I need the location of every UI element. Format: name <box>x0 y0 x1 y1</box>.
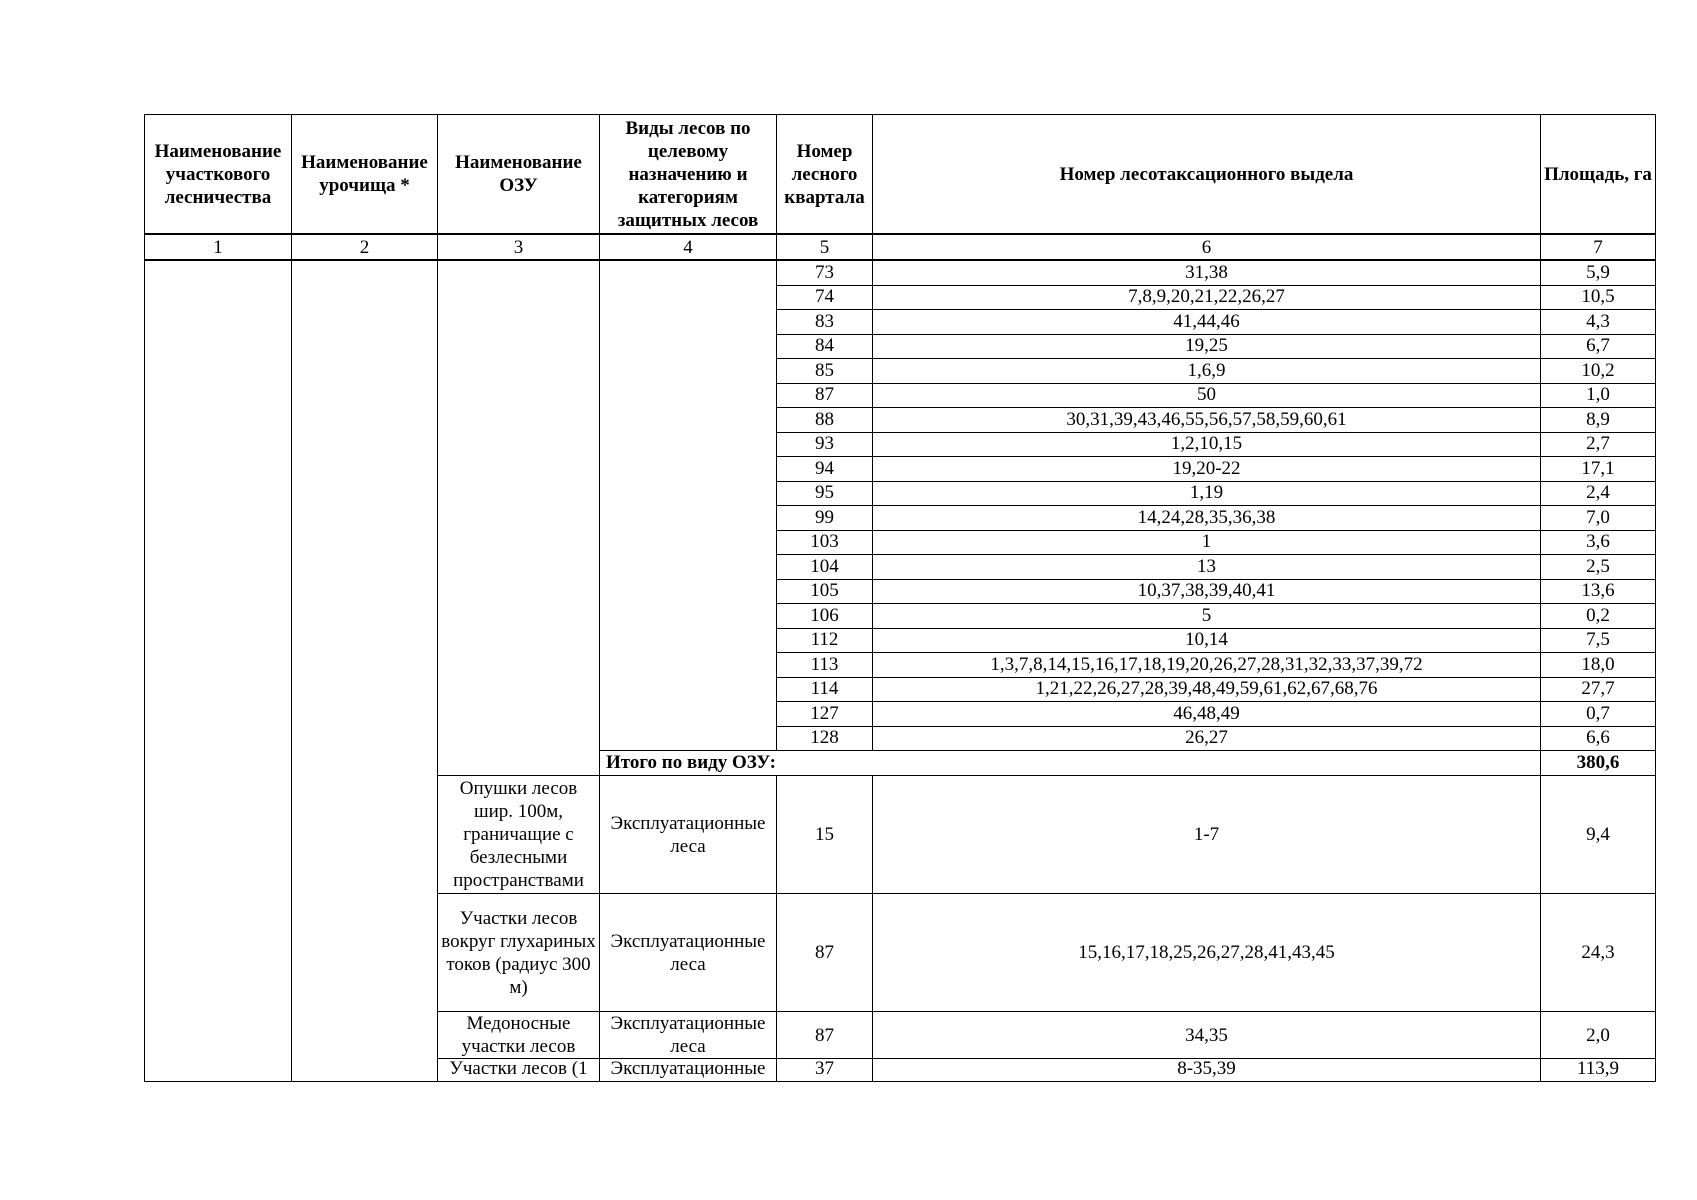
quarter-cell: 88 <box>777 408 873 433</box>
ozu-cell <box>438 260 600 776</box>
plots-cell: 8-35,39 <box>873 1059 1541 1082</box>
column-number: 1 <box>145 234 292 260</box>
area-cell: 17,1 <box>1541 457 1656 482</box>
plots-cell: 14,24,28,35,36,38 <box>873 506 1541 531</box>
quarter-cell: 87 <box>777 383 873 408</box>
column-number: 5 <box>777 234 873 260</box>
quarter-cell: 85 <box>777 359 873 384</box>
area-cell: 10,5 <box>1541 285 1656 310</box>
plots-cell: 41,44,46 <box>873 310 1541 335</box>
area-cell: 0,7 <box>1541 702 1656 727</box>
area-cell: 7,0 <box>1541 506 1656 531</box>
area-cell: 113,9 <box>1541 1059 1656 1082</box>
quarter-cell: 73 <box>777 260 873 285</box>
quarter-cell: 95 <box>777 481 873 506</box>
forest-type-cell <box>600 260 777 751</box>
header-quarter: Номер лесного квартала <box>777 115 873 235</box>
area-cell: 18,0 <box>1541 653 1656 678</box>
forest-type-cell: Эксплуатационные леса <box>600 776 777 894</box>
area-cell: 8,9 <box>1541 408 1656 433</box>
plots-cell: 26,27 <box>873 726 1541 751</box>
area-cell: 3,6 <box>1541 530 1656 555</box>
area-cell: 5,9 <box>1541 260 1656 285</box>
header-plots: Номер лесотаксационного выдела <box>873 115 1541 235</box>
area-cell: 2,7 <box>1541 432 1656 457</box>
area-cell: 6,6 <box>1541 726 1656 751</box>
area-cell: 2,4 <box>1541 481 1656 506</box>
plots-cell: 15,16,17,18,25,26,27,28,41,43,45 <box>873 894 1541 1012</box>
quarter-cell: 127 <box>777 702 873 727</box>
plots-cell: 10,14 <box>873 628 1541 653</box>
document-sheet <box>144 114 1655 1085</box>
area-cell: 13,6 <box>1541 579 1656 604</box>
plots-cell: 30,31,39,43,46,55,56,57,58,59,60,61 <box>873 408 1541 433</box>
plots-cell: 7,8,9,20,21,22,26,27 <box>873 285 1541 310</box>
area-cell: 9,4 <box>1541 776 1656 894</box>
ozu-cell: Медоносные участки лесов <box>438 1012 600 1059</box>
area-cell: 27,7 <box>1541 677 1656 702</box>
area-cell: 4,3 <box>1541 310 1656 335</box>
area-cell: 1,0 <box>1541 383 1656 408</box>
plots-cell: 1 <box>873 530 1541 555</box>
quarter-cell: 104 <box>777 555 873 580</box>
column-number: 6 <box>873 234 1541 260</box>
total-area: 380,6 <box>1541 751 1656 776</box>
total-label: Итого по виду ОЗУ: <box>600 751 1541 776</box>
quarter-cell: 93 <box>777 432 873 457</box>
area-cell: 10,2 <box>1541 359 1656 384</box>
quarter-cell: 87 <box>777 1012 873 1059</box>
quarter-cell: 84 <box>777 334 873 359</box>
plots-cell: 19,20-22 <box>873 457 1541 482</box>
area-cell: 7,5 <box>1541 628 1656 653</box>
forest-type-cell: Эксплуатационные леса <box>600 1012 777 1059</box>
header-forestry: Наименование участкового лесничества <box>145 115 292 235</box>
plots-cell: 19,25 <box>873 334 1541 359</box>
forest-type-cell: Эксплуатационные <box>600 1059 777 1082</box>
quarter-cell: 37 <box>777 1059 873 1082</box>
plots-cell: 31,38 <box>873 260 1541 285</box>
plots-cell: 1-7 <box>873 776 1541 894</box>
plots-cell: 34,35 <box>873 1012 1541 1059</box>
plots-cell: 1,6,9 <box>873 359 1541 384</box>
quarter-cell: 74 <box>777 285 873 310</box>
area-cell: 0,2 <box>1541 604 1656 629</box>
plots-cell: 1,21,22,26,27,28,39,48,49,59,61,62,67,68,76 <box>873 677 1541 702</box>
quarter-cell: 15 <box>777 776 873 894</box>
column-number: 7 <box>1541 234 1656 260</box>
area-cell: 6,7 <box>1541 334 1656 359</box>
area-cell: 24,3 <box>1541 894 1656 1012</box>
table-row <box>145 260 1656 285</box>
plots-cell: 1,2,10,15 <box>873 432 1541 457</box>
table-body <box>145 260 1656 1082</box>
column-number: 3 <box>438 234 600 260</box>
quarter-cell: 103 <box>777 530 873 555</box>
plots-cell: 10,37,38,39,40,41 <box>873 579 1541 604</box>
quarter-cell: 83 <box>777 310 873 335</box>
quarter-cell: 128 <box>777 726 873 751</box>
plots-cell: 1,3,7,8,14,15,16,17,18,19,20,26,27,28,31,32,33,37,39,72 <box>873 653 1541 678</box>
quarter-cell: 112 <box>777 628 873 653</box>
area-cell: 2,0 <box>1541 1012 1656 1059</box>
plots-cell: 5 <box>873 604 1541 629</box>
plots-cell: 1,19 <box>873 481 1541 506</box>
ozu-cell: Участки лесов вокруг глухариных токов (радиус 300 м) <box>438 894 600 1012</box>
quarter-cell: 87 <box>777 894 873 1012</box>
column-number: 2 <box>292 234 438 260</box>
tract-cell <box>292 260 438 1082</box>
area-cell: 2,5 <box>1541 555 1656 580</box>
header-area: Площадь, га <box>1541 115 1656 235</box>
quarter-cell: 106 <box>777 604 873 629</box>
quarter-cell: 114 <box>777 677 873 702</box>
column-number: 4 <box>600 234 777 260</box>
header-row <box>145 115 1656 235</box>
plots-cell: 46,48,49 <box>873 702 1541 727</box>
ozu-cell: Опушки лесов шир. 100м, граничащие с безлесными пространствами <box>438 776 600 894</box>
plots-cell: 13 <box>873 555 1541 580</box>
forestry-cell <box>145 260 292 1082</box>
ozu-cell: Участки лесов (1 <box>438 1059 600 1082</box>
header-forest-type: Виды лесов по целевому назначению и категориям защитных лесов <box>600 115 777 235</box>
forest-type-cell: Эксплуатационные леса <box>600 894 777 1012</box>
plots-cell: 50 <box>873 383 1541 408</box>
quarter-cell: 105 <box>777 579 873 604</box>
quarter-cell: 99 <box>777 506 873 531</box>
quarter-cell: 113 <box>777 653 873 678</box>
forest-plots-table <box>144 114 1656 1082</box>
column-number-row <box>145 234 1656 260</box>
header-ozu: Наименование ОЗУ <box>438 115 600 235</box>
quarter-cell: 94 <box>777 457 873 482</box>
header-tract: Наименование урочища * <box>292 115 438 235</box>
